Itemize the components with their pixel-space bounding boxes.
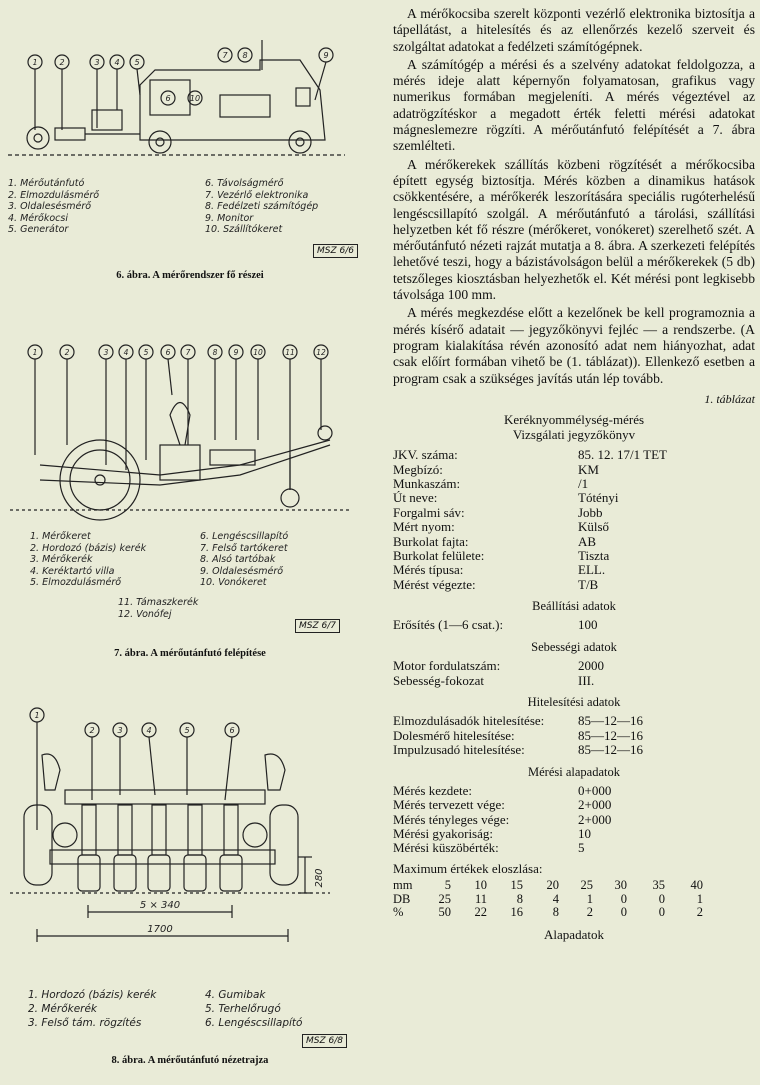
row-value: Külső: [578, 519, 610, 535]
fig7-callout-1: 1: [32, 348, 38, 357]
fig6-callout-6: 6: [165, 94, 171, 103]
table-row: [393, 448, 755, 462]
row-key: Megbízó:: [393, 461, 443, 477]
grid-cell: 15: [510, 878, 523, 893]
grid-cell: 8: [552, 905, 559, 920]
section-heading: Alapadatok: [544, 926, 604, 942]
fig8-callout-5: 5: [184, 726, 190, 735]
legend-item: 6. Lengéscsillapító: [200, 531, 289, 542]
table-1: [393, 391, 755, 942]
table-row: [393, 841, 755, 855]
grid-cell: 22: [474, 905, 487, 920]
legend-item: 8. Alsó tartóbak: [200, 554, 276, 565]
row-value: 2000: [578, 658, 604, 674]
table-row: [393, 549, 755, 563]
grid-cell: 0: [658, 891, 665, 906]
row-value: Jobb: [578, 504, 603, 520]
legend-item: 2. Hordozó (bázis) kerék: [30, 542, 147, 554]
row-key: JKV. száma:: [393, 447, 458, 463]
row-key: Mérési gyakoriság:: [393, 826, 494, 842]
row-value: T/B: [578, 576, 599, 592]
row-value: KM: [578, 461, 599, 477]
fig6-callout-8a: 8: [242, 51, 248, 60]
paragraph: A mérés megkezdése előtt a kezelőnek be kell programoznia a mérés kísérő adatait — jegyzőkönyvi fejléc — a rendszerbe. (A program kialakítása révén azonosító adat nem hiányozhat, adat csak előírt formában vihető be (1. táblázat)). Ellenkező esetben a program csak a szükséges javítás után lép tovább.: [393, 305, 755, 386]
grid-cell: 8: [516, 891, 523, 906]
grid-cell: 11: [474, 891, 487, 906]
row-key: Erősítés (1—6 csat.):: [393, 617, 504, 633]
row-key: Mérést végezte:: [393, 576, 476, 592]
max-distribution-title: Maximum értékek eloszlása:: [393, 860, 543, 876]
row-value: 2+000: [578, 797, 612, 813]
grid-cell: 40: [690, 878, 703, 893]
fig7-msz-box: MSZ 6/7: [295, 619, 340, 633]
grid-cell: 1: [586, 891, 593, 906]
grid-cell: 25: [438, 891, 451, 906]
fig7-callout-10: 10: [253, 348, 263, 357]
legend-item: 9. Oldalesésmérő: [200, 565, 284, 577]
legend-item: 10. Vonókeret: [200, 577, 267, 588]
fig7-callout-2: 2: [64, 348, 70, 357]
legend-item: 8. Fedélzeti számítógép: [205, 201, 319, 212]
row-key: Út neve:: [393, 490, 438, 506]
row-value: 0+000: [578, 782, 612, 798]
fig6-msz-box: MSZ 6/6: [313, 244, 358, 258]
grid-cell: 50: [438, 905, 451, 920]
table-row: [393, 463, 755, 477]
table-row: [393, 563, 755, 577]
row-key: Mérési küszöbérték:: [393, 840, 499, 856]
row-value: Tiszta: [578, 547, 610, 563]
legend-item: 3. Mérőkerék: [30, 554, 93, 565]
section-heading: Hitelesítési adatok: [527, 695, 621, 709]
table-row: [393, 578, 755, 592]
table-subtitle: Vizsgálati jegyzőkönyv: [512, 426, 636, 442]
table-row: [393, 535, 755, 549]
figure-7: [0, 335, 380, 675]
grid-cell: 20: [546, 878, 559, 893]
grid-cell: 0: [620, 905, 627, 920]
row-key: Burkolat fajta:: [393, 533, 469, 549]
fig8-callout-3: 3: [117, 726, 123, 735]
grid-cell: 0: [658, 905, 665, 920]
legend-item: 2. Mérőkerék: [28, 1003, 98, 1015]
fig7-legend-center: [118, 597, 198, 620]
fig7-callout-6: 6: [165, 348, 171, 357]
row-key: Sebesség-fokozat: [393, 672, 484, 688]
fig8-caption: 8. ábra. A mérőutánfutó nézetrajza: [111, 1055, 269, 1066]
fig7-callout-8: 8: [212, 348, 218, 357]
legend-item: 4. Keréktartó villa: [30, 565, 115, 577]
fig6-callout-7: 7: [222, 51, 228, 60]
row-value: /1: [578, 475, 589, 491]
row-key: Forgalmi sáv:: [393, 504, 465, 520]
table-caption: 1. táblázat: [704, 391, 755, 406]
fig8-msz-box: MSZ 6/8: [302, 1034, 347, 1048]
section-heading: Beállítási adatok: [532, 599, 616, 614]
fig6-callout-9: 9: [323, 51, 329, 60]
paragraph: A mérőkerekek szállítás közbeni rögzítését a mérőkocsiba épített egység biztosítja. Mérés közben a dinamikus hatások csökkentésére, a mérőkerék leszorítására speciális rugóterhelésű lengéscsillapító szolgál. A mérőutánfutó a tárolási, szállítási helyzetben két fő részre (mérőkeret, vonókeret) szerelhető szét. A mérőutánfutó nézeti rajzát mutatja a 8. ábra. A szerkezeti felépítés lehetővé teszi, hogy a bázistávolságon belül a mérőkerekek (5 db) tetszőleges kiosztásban helyezhetők el. Két mérési pont legkisebb távolsága 100 mm.: [393, 156, 755, 303]
figure-7-drawing: [0, 335, 380, 525]
legend-item: 5. Elmozdulásmérő: [30, 577, 122, 588]
table-row: [393, 618, 755, 632]
legend-item: 11. Támaszkerék: [118, 597, 199, 608]
legend-item: 1. Mérőutánfutó: [8, 178, 85, 189]
table-row: [393, 729, 755, 743]
table-row: [393, 798, 755, 812]
legend-item: 5. Terhelőrugó: [205, 1003, 281, 1015]
row-key: Mérés kezdete:: [393, 782, 473, 798]
max-distribution-grid: [393, 879, 755, 920]
row-key: Elmozdulásadók hitelesítése:: [393, 713, 545, 729]
row-key: Impulzusadó hitelesítése:: [393, 742, 525, 758]
row-value: Tótényi: [578, 490, 619, 506]
table-row: [393, 827, 755, 841]
fig6-callout-2: 2: [59, 58, 65, 67]
fig8-callout-4: 4: [146, 726, 152, 735]
row-key: Dolesmérő hitelesítése:: [393, 727, 515, 743]
grid-cell: DB: [393, 891, 411, 906]
legend-item: 10. Szállítókeret: [205, 224, 283, 235]
fig6-legend-right: [205, 178, 318, 236]
table-row: [393, 506, 755, 520]
table-row: [393, 674, 755, 688]
legend-item: 3. Oldalesésmérő: [8, 201, 92, 212]
table-row: [393, 659, 755, 673]
fig8-callout-6: 6: [229, 726, 235, 735]
legend-item: 3. Felső tám. rögzítés: [28, 1017, 142, 1029]
legend-item: 6. Lengéscsillapító: [205, 1017, 303, 1029]
fig8-callout-1: 1: [34, 711, 40, 720]
header-rows: [393, 448, 755, 592]
row-value: ELL.: [578, 562, 606, 578]
fig7-callout-4: 4: [123, 348, 129, 357]
row-key: Munkaszám:: [393, 475, 461, 491]
fig7-legend-left: [30, 531, 146, 589]
figure-8: [0, 700, 380, 1085]
fig8-legend-left: [28, 988, 156, 1030]
legend-item: 6. Távolságmérő: [205, 178, 284, 189]
row-value: 10: [578, 826, 591, 842]
fig8-dim-inner: 5 × 340: [139, 900, 181, 911]
row-key: Motor fordulatszám:: [393, 658, 501, 674]
grid-cell: 5: [444, 878, 451, 893]
row-key: Mérés típusa:: [393, 562, 464, 578]
legend-item: 7. Felső tartókeret: [200, 542, 288, 554]
legend-item: 4. Mérőkocsi: [8, 212, 68, 224]
legend-item: 4. Gumibak: [205, 989, 266, 1001]
legend-item: 12. Vonófej: [118, 608, 172, 620]
grid-cell: 1: [696, 891, 703, 906]
grid-cell: 2: [586, 905, 593, 920]
row-value: III.: [578, 672, 595, 688]
table-row: [393, 477, 755, 491]
row-key: Mért nyom:: [393, 519, 455, 535]
table-row: [393, 491, 755, 505]
legend-item: 1. Mérőkeret: [30, 531, 91, 542]
text-column: [393, 0, 755, 1085]
grid-cell: 30: [614, 878, 627, 893]
fig7-callout-11: 11: [285, 348, 295, 357]
fig6-caption: 6. ábra. A mérőrendszer fő részei: [116, 270, 264, 281]
row-value: 2+000: [578, 811, 612, 827]
row-value: 85. 12. 17/1 TET: [578, 447, 667, 463]
fig6-callout-1: 1: [32, 58, 38, 67]
row-key: Mérés tényleges vége:: [393, 811, 510, 827]
grid-cell: 16: [510, 905, 523, 920]
grid-cell: 4: [552, 891, 559, 906]
fig6-callout-3: 3: [94, 58, 100, 67]
grid-cell: 2: [696, 905, 703, 920]
fig7-callout-12: 12: [316, 348, 326, 357]
fig7-caption: 7. ábra. A mérőutánfutó felépítése: [114, 648, 266, 659]
fig7-callout-5: 5: [143, 348, 149, 357]
fig8-callout-2: 2: [89, 726, 95, 735]
fig6-callout-4: 4: [114, 58, 120, 67]
fig7-callout-7: 7: [185, 348, 191, 357]
fig8-legend-right: [205, 988, 302, 1030]
legend-item: 1. Hordozó (bázis) kerék: [28, 989, 157, 1001]
row-value: 85—12—16: [578, 713, 643, 729]
fig7-callout-9: 9: [233, 348, 239, 357]
table-row: [393, 813, 755, 827]
row-key: Burkolat felülete:: [393, 547, 485, 563]
row-key: Mérés tervezett vége:: [393, 797, 505, 813]
grid-cell: 10: [474, 878, 487, 893]
row-value: 100: [578, 617, 598, 633]
legend-item: 2. Elmozdulásmérő: [8, 189, 100, 201]
fig7-legend-right: [200, 531, 288, 589]
table-row: [393, 743, 755, 757]
grid-cell: 35: [652, 878, 665, 893]
table-row: [393, 784, 755, 798]
fig8-dim-outer: 1700: [147, 924, 173, 935]
grid-cell: 25: [580, 878, 593, 893]
grid-cell: mm: [393, 878, 413, 893]
table-title: Keréknyommélység-mérés: [503, 412, 645, 428]
figure-8-drawing: [0, 700, 380, 965]
fig6-callout-5: 5: [134, 58, 140, 67]
legend-item: 9. Monitor: [205, 212, 254, 224]
table-row: [393, 714, 755, 728]
grid-cell: %: [393, 905, 404, 920]
row-value: 85—12—16: [578, 742, 643, 758]
legend-item: 7. Vezérlő elektronika: [205, 189, 309, 201]
legend-item: 5. Generátor: [8, 224, 69, 235]
row-value: 85—12—16: [578, 727, 643, 743]
paragraph: A számítógép a mérési és a szelvény adatokat feldolgozza, a mérés ideje alatt képernyőn folyamatosan, grafikus vagy numerikus formában megjeleníti. A mérés végeztével az adatrögzítéskor a megadott érték feletti mérési adatokat mágneslemezre rögzíti. A mérőutánfutó felépítését a 7. ábra szemlélteti.: [393, 56, 755, 154]
row-value: 5: [578, 840, 585, 856]
fig8-dim-height: 280: [314, 868, 325, 888]
fig6-callout-10: 10: [189, 94, 201, 103]
grid-cell: 0: [620, 891, 627, 906]
table-row: [393, 520, 755, 534]
fig6-legend-left: [8, 178, 99, 236]
row-value: AB: [578, 533, 597, 549]
section-heading: Mérési alapadatok: [528, 764, 620, 779]
section-heading: Sebességi adatok: [531, 639, 617, 654]
paragraph: A mérőkocsiba szerelt központi vezérlő elektronika biztosítja a tápellátást, a hitelesítés és az ellenőrzés kezelő szerveit és szolgáltat adatokat a fedélzeti számítógépnek.: [393, 6, 755, 54]
figure-6-drawing: [0, 0, 380, 175]
fig7-callout-3: 3: [103, 348, 109, 357]
figure-6: [0, 0, 380, 290]
